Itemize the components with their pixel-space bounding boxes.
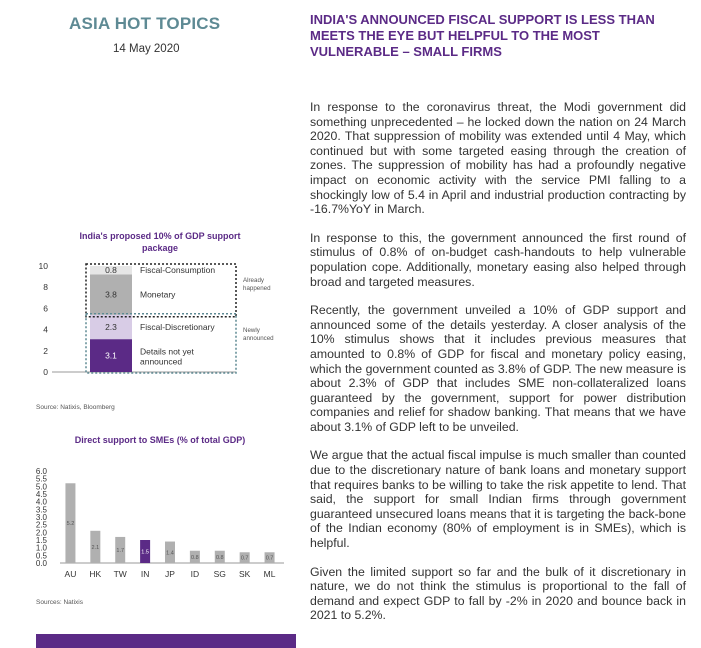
x-tick-label: ML xyxy=(263,569,276,579)
segment-value-label: 3.8 xyxy=(105,289,117,300)
y-tick-label: 4.5 xyxy=(35,490,47,499)
article-title: INDIA'S ANNOUNCED FISCAL SUPPORT IS LESS THAN MEETS THE EYE BUT HELPFUL TO THE MOST VULNERABLE – SMALL FIRMS xyxy=(310,12,655,59)
x-tick-label: SG xyxy=(213,569,226,579)
bar-value-label: 0.8 xyxy=(215,554,224,561)
y-tick-label: 0.5 xyxy=(35,551,47,561)
segment-name-label: Details not yet xyxy=(140,346,194,357)
bar-value-label: 0.8 xyxy=(191,554,199,561)
segment-value-label: 3.1 xyxy=(105,350,117,361)
segment-name-label: Fiscal-Discretionary xyxy=(140,321,215,332)
x-tick-label: HK xyxy=(89,569,102,579)
article-paragraph: In response to this, the government announced the first round of stimulus of 0.8% of on-budget cash-handouts to help vulnerable population cope. Additionally, monetary easing also helped through broad and targeted measures. xyxy=(310,230,686,289)
chart2-title: Direct support to SMEs (% of total GDP) xyxy=(74,435,246,445)
bar-value-label: 0.7 xyxy=(265,555,274,562)
y-tick-label: 10 xyxy=(38,261,48,271)
y-tick-label: 8 xyxy=(43,282,48,293)
y-tick-label: 4.0 xyxy=(35,497,47,507)
article-paragraph: Given the limited support so far and the bulk of it discretionary in nature, we do not think the stimulus is proportional to the fall of demand and expect GDP to fall by -2% in 2020 and bounce back in 2021 to 5.2%. xyxy=(310,564,686,623)
chart1-title: India's proposed 10% of GDP support package xyxy=(79,231,241,253)
group-label: Already xyxy=(243,277,264,284)
x-tick-label: AU xyxy=(64,569,77,579)
group-label: announced xyxy=(243,334,274,342)
article-paragraph: Recently, the government unveiled a 10% of GDP support and announced some of the details yesterday. A closer analysis of the 10% stimulus shows that it includes previous measures that amounted to 0.8% of GDP for fiscal and monetary policy easing, which the government counted as 3.8% of GDP. The new measure is about 2.3% of GDP that includes SME non-collateralized loans guaranteed by the government, support for power distribution companies and relief for shadow banking. That means that we have about 3.1% of GDP left to be unveiled. xyxy=(310,303,686,434)
footer-accent-bar xyxy=(36,634,296,648)
bar-value-label: 0.7 xyxy=(240,555,249,562)
bar-value-label: 1.4 xyxy=(166,550,174,557)
segment-name-label: announced xyxy=(140,356,183,367)
x-tick-label: TW xyxy=(113,569,127,579)
chart1-source: Source: Natixis, Bloomberg xyxy=(36,404,115,411)
y-tick-label: 5.5 xyxy=(35,474,47,484)
y-tick-label: 3.0 xyxy=(35,513,47,522)
y-tick-label: 1.0 xyxy=(35,543,47,553)
x-tick-label: ID xyxy=(190,569,200,579)
segment-value-label: 0.8 xyxy=(105,265,117,276)
y-tick-label: 6.0 xyxy=(35,467,47,476)
y-tick-label: 2 xyxy=(43,345,48,356)
y-tick-label: 0 xyxy=(43,367,48,377)
y-tick-label: 6 xyxy=(43,303,48,314)
article-paragraph: In response to the coronavirus threat, the Modi government did something unprecedented – he locked down the nation on 24 March 2020. That suppression of mobility was extended until 4 May, which continued but with some targeted easing through the creation of zones. The suppression of mobility has had a profoundly negative impact on economic activity with the service PMI falling to a shockingly low of 5.4 in April and industrial production contracting by -16.7%YoY in March. xyxy=(310,100,686,217)
y-tick-label: 2.5 xyxy=(35,520,47,530)
x-tick-label: JP xyxy=(165,569,175,579)
segment-name-label: Fiscal-Consumption xyxy=(140,265,216,276)
article-paragraph: We argue that the actual fiscal impulse is much smaller than counted due to the discretionary nature of bank loans and monetary support that requires banks to be willing to take the risk appetite to lend. That said, the support for small Indian firms through government guaranteed unsecured loans means that it is targeting the back-bone of the Indian economy (80% of employment is in SMEs), which is helpful. xyxy=(310,448,686,551)
y-tick-label: 4 xyxy=(43,324,48,335)
y-tick-label: 3.5 xyxy=(35,505,47,515)
bar-value-label: 1.5 xyxy=(141,549,149,556)
bar-value-label: 1.7 xyxy=(116,547,125,554)
bar-value-label: 2.1 xyxy=(91,544,100,551)
segment-name-label: Monetary xyxy=(140,289,176,300)
y-tick-label: 5.0 xyxy=(35,482,47,492)
y-tick-label: 1.5 xyxy=(35,536,47,545)
y-tick-label: 0.0 xyxy=(35,559,47,568)
x-tick-label: SK xyxy=(238,569,251,579)
chart2-source: Sources: Natixis xyxy=(36,599,83,606)
report-series-title: ASIA HOT TOPICS xyxy=(69,14,221,33)
group-label: happened xyxy=(243,285,271,292)
group-label: Newly xyxy=(243,326,260,334)
x-tick-label: IN xyxy=(140,569,150,579)
y-tick-label: 2.0 xyxy=(35,528,47,538)
bar-value-label: 5.2 xyxy=(66,521,75,528)
segment-value-label: 2.3 xyxy=(105,321,117,332)
report-date: 14 May 2020 xyxy=(113,43,180,55)
